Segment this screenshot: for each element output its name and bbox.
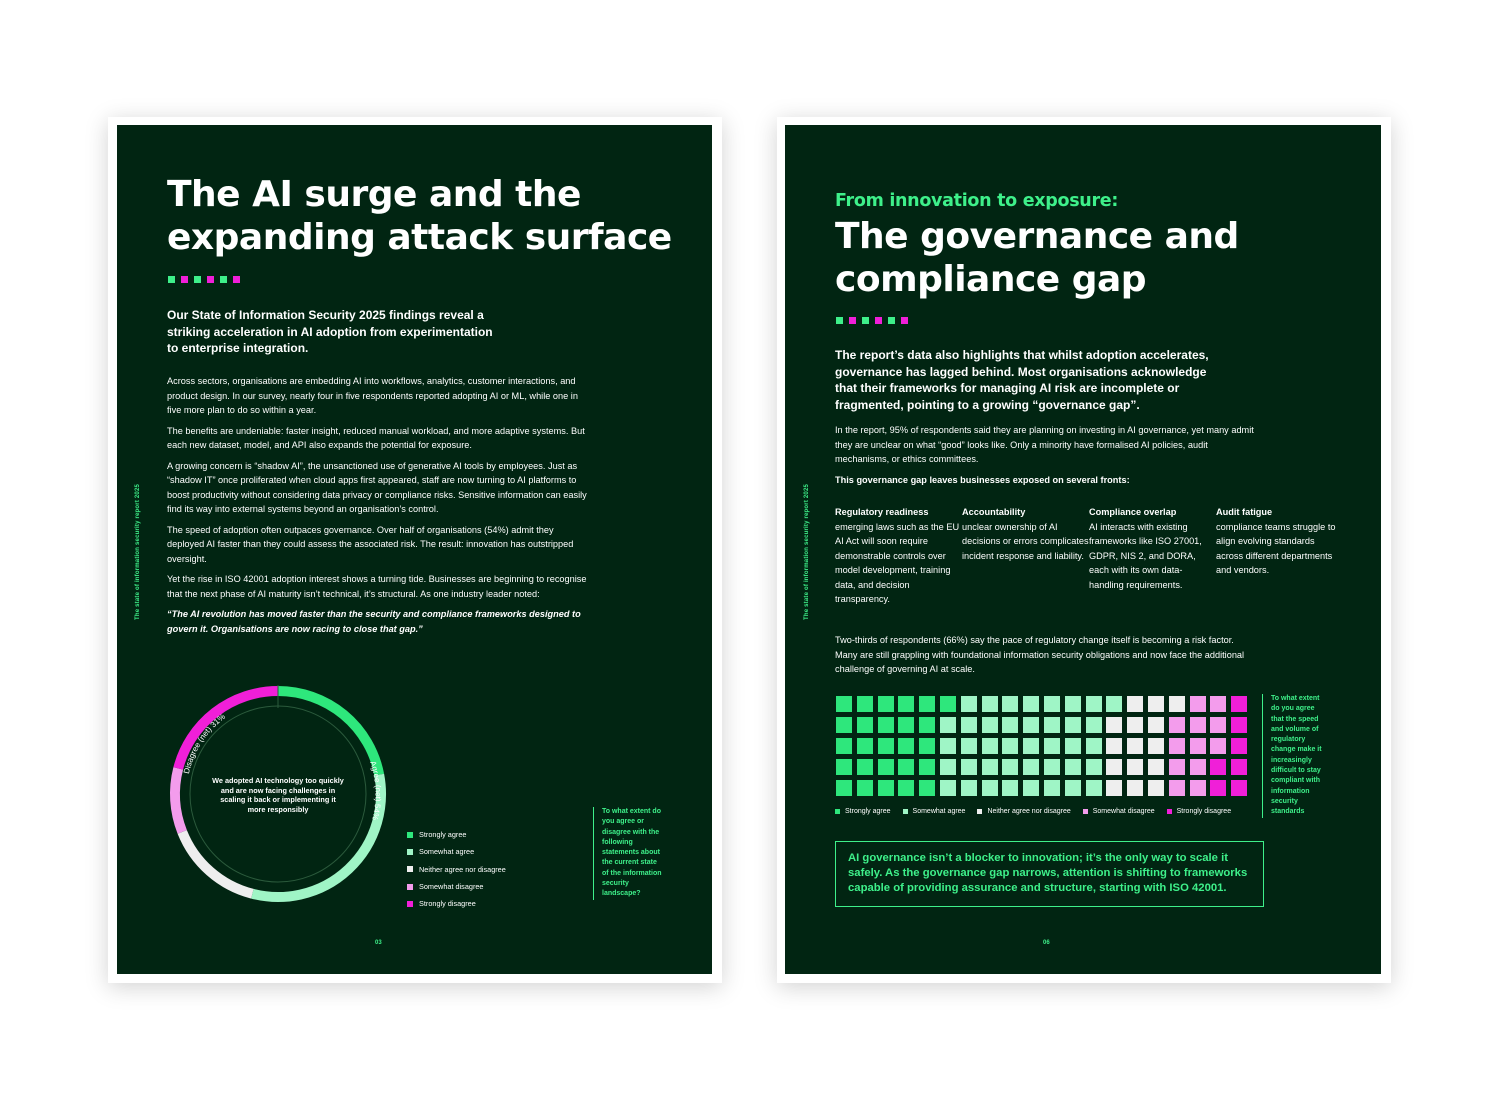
waffle-cell [1169,738,1185,754]
legend-swatch [903,809,908,814]
waffle-cell [1190,696,1206,712]
waffle-cell [919,717,935,733]
accent-dot [849,317,856,324]
side-label: The state of information security report 2025 [135,483,141,620]
accent-dot [207,276,214,283]
waffle-cell [1148,738,1164,754]
legend-item [407,843,506,860]
accent-dot [194,276,201,283]
accent-dot [862,317,869,324]
title-line: The governance and [835,216,1239,257]
waffle-cell [1065,696,1081,712]
legend-item [1167,808,1231,815]
pull-quote: “The AI revolution has moved faster than the security and compliance frameworks designed to govern it. Organisations are now racing to close that gap.” [167,609,581,634]
waffle-cell [1210,696,1226,712]
legend-swatch [977,809,982,814]
waffle-cell [898,780,914,796]
risk-column [1089,505,1216,607]
waffle-cell [1190,717,1206,733]
waffle-cell [1148,717,1164,733]
waffle-cell [898,696,914,712]
waffle-cell [919,780,935,796]
accent-dots [836,317,908,324]
legend-swatch [1083,809,1088,814]
waffle-cell [1044,696,1060,712]
risk-column-title: Audit fatigue [1216,507,1273,517]
waffle-cell [1148,696,1164,712]
waffle-cell [1210,738,1226,754]
legend-label: Strongly agree [419,830,467,840]
legend-item [407,861,506,878]
waffle-cell [1169,717,1185,733]
lead-line: striking acceleration in AI adoption from experimentation [167,324,493,339]
waffle-cell [878,717,894,733]
body-paragraph: In the report, 95% of respondents said they are planning on investing in AI governance, yet many admit they are unclear on what “good” looks like. Only a minority have formalised AI policies, audit mechanisms, or ethics committees. [835,425,1254,464]
waffle-cell [1023,717,1039,733]
waffle-cell [857,738,873,754]
risk-column [835,505,962,607]
donut-legend [407,826,506,912]
waffle-cell [1023,696,1039,712]
waffle-cell [878,759,894,775]
legend-label: Strongly disagree [1176,808,1232,815]
waffle-cell [1127,738,1143,754]
waffle-cell [1169,759,1185,775]
accent-dot [220,276,227,283]
legend-swatch [407,849,413,855]
waffle-cell [982,738,998,754]
waffle-cell [857,717,873,733]
donut-segment [175,768,182,832]
legend-label: Strongly agree [845,808,891,815]
waffle-cell [1044,738,1060,754]
waffle-cell [1086,780,1102,796]
waffle-cell [1002,738,1018,754]
legend-label: Neither agree nor disagree [419,864,506,874]
callout-box: AI governance isn’t a blocker to innovation; it’s the only way to scale it safely. As the governance gap narrows, attention is shifting to frameworks capable of providing assurance and structure, starting with ISO 42001. [835,841,1264,907]
agree-net-label: Agree (net) 54% [368,759,383,822]
body-paragraph: The benefits are undeniable: faster insight, reduced manual workload, and more adaptive systems. But each new dataset, model, and API also expands the potential for exposure. [167,425,585,450]
waffle-cell [1023,738,1039,754]
waffle-cell [919,696,935,712]
accent-dot [875,317,882,324]
waffle-cell [919,738,935,754]
risk-column [1216,505,1343,607]
risk-column-title: Regulatory readiness [835,507,929,517]
waffle-cell [1127,696,1143,712]
legend-swatch [835,809,840,814]
legend-label: Somewhat agree [912,808,966,815]
left-page [117,125,712,974]
legend-item [407,878,506,895]
waffle-cell [940,780,956,796]
legend-label: Neither agree nor disagree [987,808,1071,815]
legend-item [407,826,506,843]
lead-line: fragmented, pointing to a growing “governance gap”. [835,397,1140,412]
waffle-cell [961,780,977,796]
lead-paragraph [835,347,1209,413]
risk-column-title: Accountability [962,507,1026,517]
donut-segment [182,832,252,894]
risk-column [962,505,1089,607]
waffle-cell [1127,717,1143,733]
waffle-cell [1106,738,1122,754]
waffle-cell [1023,759,1039,775]
waffle-cell [1127,759,1143,775]
waffle-cell [919,759,935,775]
body-paragraph: This governance gap leaves businesses exposed on several fronts: [835,474,1130,485]
page-title [167,173,672,259]
waffle-cell [1190,759,1206,775]
legend-item [977,808,1070,815]
waffle-cell [1023,780,1039,796]
waffle-cell [857,696,873,712]
risk-column-title: Compliance overlap [1089,507,1177,517]
lead-line: to enterprise integration. [167,341,309,355]
waffle-cell [898,738,914,754]
waffle-cell [857,759,873,775]
legend-swatch [407,884,413,890]
waffle-cell [982,717,998,733]
waffle-cell [961,717,977,733]
legend-swatch [407,901,413,907]
waffle-cell [1190,738,1206,754]
accent-dot [888,317,895,324]
title-line: The AI surge and the [167,174,581,215]
waffle-cell [1065,717,1081,733]
waffle-cell [1210,717,1226,733]
risk-column-text: unclear ownership of AI decisions or errors complicates incident response and liability. [962,521,1089,561]
waffle-cell [836,696,852,712]
body-paragraph: Yet the rise in ISO 42001 adoption interest shows a turning tide. Businesses are beginning to recognise that the next phase of AI maturity isn’t technical, it’s structural. As one industry leader noted: [167,574,587,599]
disagree-net-label: Disagree (net) 31% [182,711,227,775]
waffle-cell [1106,717,1122,733]
waffle-cell [1127,780,1143,796]
risk-column-text: compliance teams struggle to align evolving standards across different departments and vendors. [1216,521,1336,575]
lead-line: The report’s data also highlights that whilst adoption accelerates, [835,348,1209,362]
waffle-cell [1065,759,1081,775]
waffle-cell [1106,759,1122,775]
waffle-cell [982,780,998,796]
waffle-cell [1231,780,1247,796]
waffle-cell [1148,759,1164,775]
waffle-cell [1065,780,1081,796]
waffle-cell [982,759,998,775]
waffle-cell [836,717,852,733]
accent-dot [233,276,240,283]
kicker: From innovation to exposure: [835,191,1119,211]
lead-line: governance has lagged behind. Most organisations acknowledge [835,364,1207,379]
accent-dot [181,276,188,283]
lead-line: that their frameworks for managing AI risk are incomplete or [835,381,1180,395]
page-title [835,215,1239,301]
waffle-cell [940,717,956,733]
donut-center-label: We adopted AI technology too quickly and are now facing challenges in scaling it back or implementing it more responsibly [212,776,344,814]
legend-item [407,895,506,912]
accent-dots [168,276,240,283]
body-text [835,633,1255,683]
legend-item [835,808,891,815]
waffle-cell [1231,759,1247,775]
waffle-cell [1231,696,1247,712]
waffle-cell [1231,717,1247,733]
donut-segment [278,691,379,775]
accent-dot [168,276,175,283]
waffle-cell [836,759,852,775]
body-paragraph: A growing concern is “shadow AI”, the unsanctioned use of generative AI tools by employees. Just as “shadow IT” once proliferated when cloud apps first appeared, staff are now turning to AI platforms to boost productivity without considering data privacy or compliance risks. Sensitive information can easily find its way into external systems beyond an organisation’s control. [167,460,587,514]
right-page [785,125,1381,974]
risk-column-text: AI interacts with existing frameworks like ISO 27001, GDPR, NIS 2, and DORA, each with its own data-handling requirements. [1089,521,1202,590]
page-number: 03 [375,940,382,946]
risk-columns [835,505,1343,607]
body-paragraph: Two-thirds of respondents (66%) say the pace of regulatory change itself is becoming a risk factor. Many are still grappling with foundational information security obligations and now face the additional challenge of governing AI at scale. [835,635,1245,674]
legend-swatch [407,866,413,872]
waffle-cell [1169,696,1185,712]
accent-dot [901,317,908,324]
waffle-cell [940,759,956,775]
body-paragraph: The speed of adoption often outpaces governance. Over half of organisations (54%) admit they deployed AI faster than they could assess the associated risk. The result: innovation has outstripped oversight. [167,524,574,564]
waffle-cell [878,780,894,796]
legend-label: Somewhat agree [419,847,475,857]
waffle-cell [1210,759,1226,775]
waffle-cell [1044,759,1060,775]
page-number: 06 [1043,940,1050,946]
waffle-cell [961,759,977,775]
waffle-cell [982,696,998,712]
risk-column-text: emerging laws such as the EU AI Act will soon require demonstrable controls over model development, training data, and decision transparency. [835,521,960,604]
waffle-cell [898,759,914,775]
accent-dot [836,317,843,324]
lead-line: Our State of Information Security 2025 findings reveal a [167,308,484,322]
waffle-cell [1044,717,1060,733]
waffle-cell [940,696,956,712]
waffle-cell [1086,717,1102,733]
body-text [835,423,1255,493]
lead-paragraph [167,307,493,357]
waffle-cell [878,738,894,754]
waffle-cell [1190,780,1206,796]
waffle-cell [1148,780,1164,796]
chart-question: To what extent do you agree or disagree with the following statements about the current state of the information security landscape? [593,807,664,900]
waffle-cell [836,780,852,796]
waffle-cell [1086,759,1102,775]
waffle-cell [940,738,956,754]
waffle-cell [1169,780,1185,796]
waffle-cell [1044,780,1060,796]
waffle-cell [836,738,852,754]
waffle-cell [1086,696,1102,712]
waffle-cell [1106,780,1122,796]
waffle-cell [1065,738,1081,754]
waffle-cell [1231,738,1247,754]
waffle-cell [1002,696,1018,712]
legend-label: Somewhat disagree [1092,808,1155,815]
legend-swatch [1167,809,1172,814]
waffle-cell [1002,717,1018,733]
waffle-cell [1002,780,1018,796]
side-label: The state of information security report 2025 [804,483,810,620]
legend-item [903,808,966,815]
legend-swatch [407,832,413,838]
waffle-cell [961,696,977,712]
waffle-cell [1002,759,1018,775]
body-paragraph: Across sectors, organisations are embedding AI into workflows, analytics, customer interactions, and product design. In our survey, nearly four in five respondents reported adopting AI or ML, while one in five more plan to do so within a year. [167,376,578,415]
legend-label: Strongly disagree [419,899,476,909]
title-line: compliance gap [835,259,1147,300]
legend-item [1083,808,1155,815]
waffle-cell [961,738,977,754]
waffle-chart [836,696,1256,798]
waffle-cell [878,696,894,712]
waffle-cell [1086,738,1102,754]
body-text [167,374,590,642]
waffle-cell [1210,780,1226,796]
waffle-cell [898,717,914,733]
chart-question: To what extent do you agree that the speed and volume of regulatory change make it increasingly difficult to stay compliant with information security standards [1262,694,1329,818]
waffle-cell [1106,696,1122,712]
waffle-legend [835,808,1231,815]
legend-label: Somewhat disagree [419,882,484,892]
waffle-cell [857,780,873,796]
title-line: expanding attack surface [167,217,672,258]
